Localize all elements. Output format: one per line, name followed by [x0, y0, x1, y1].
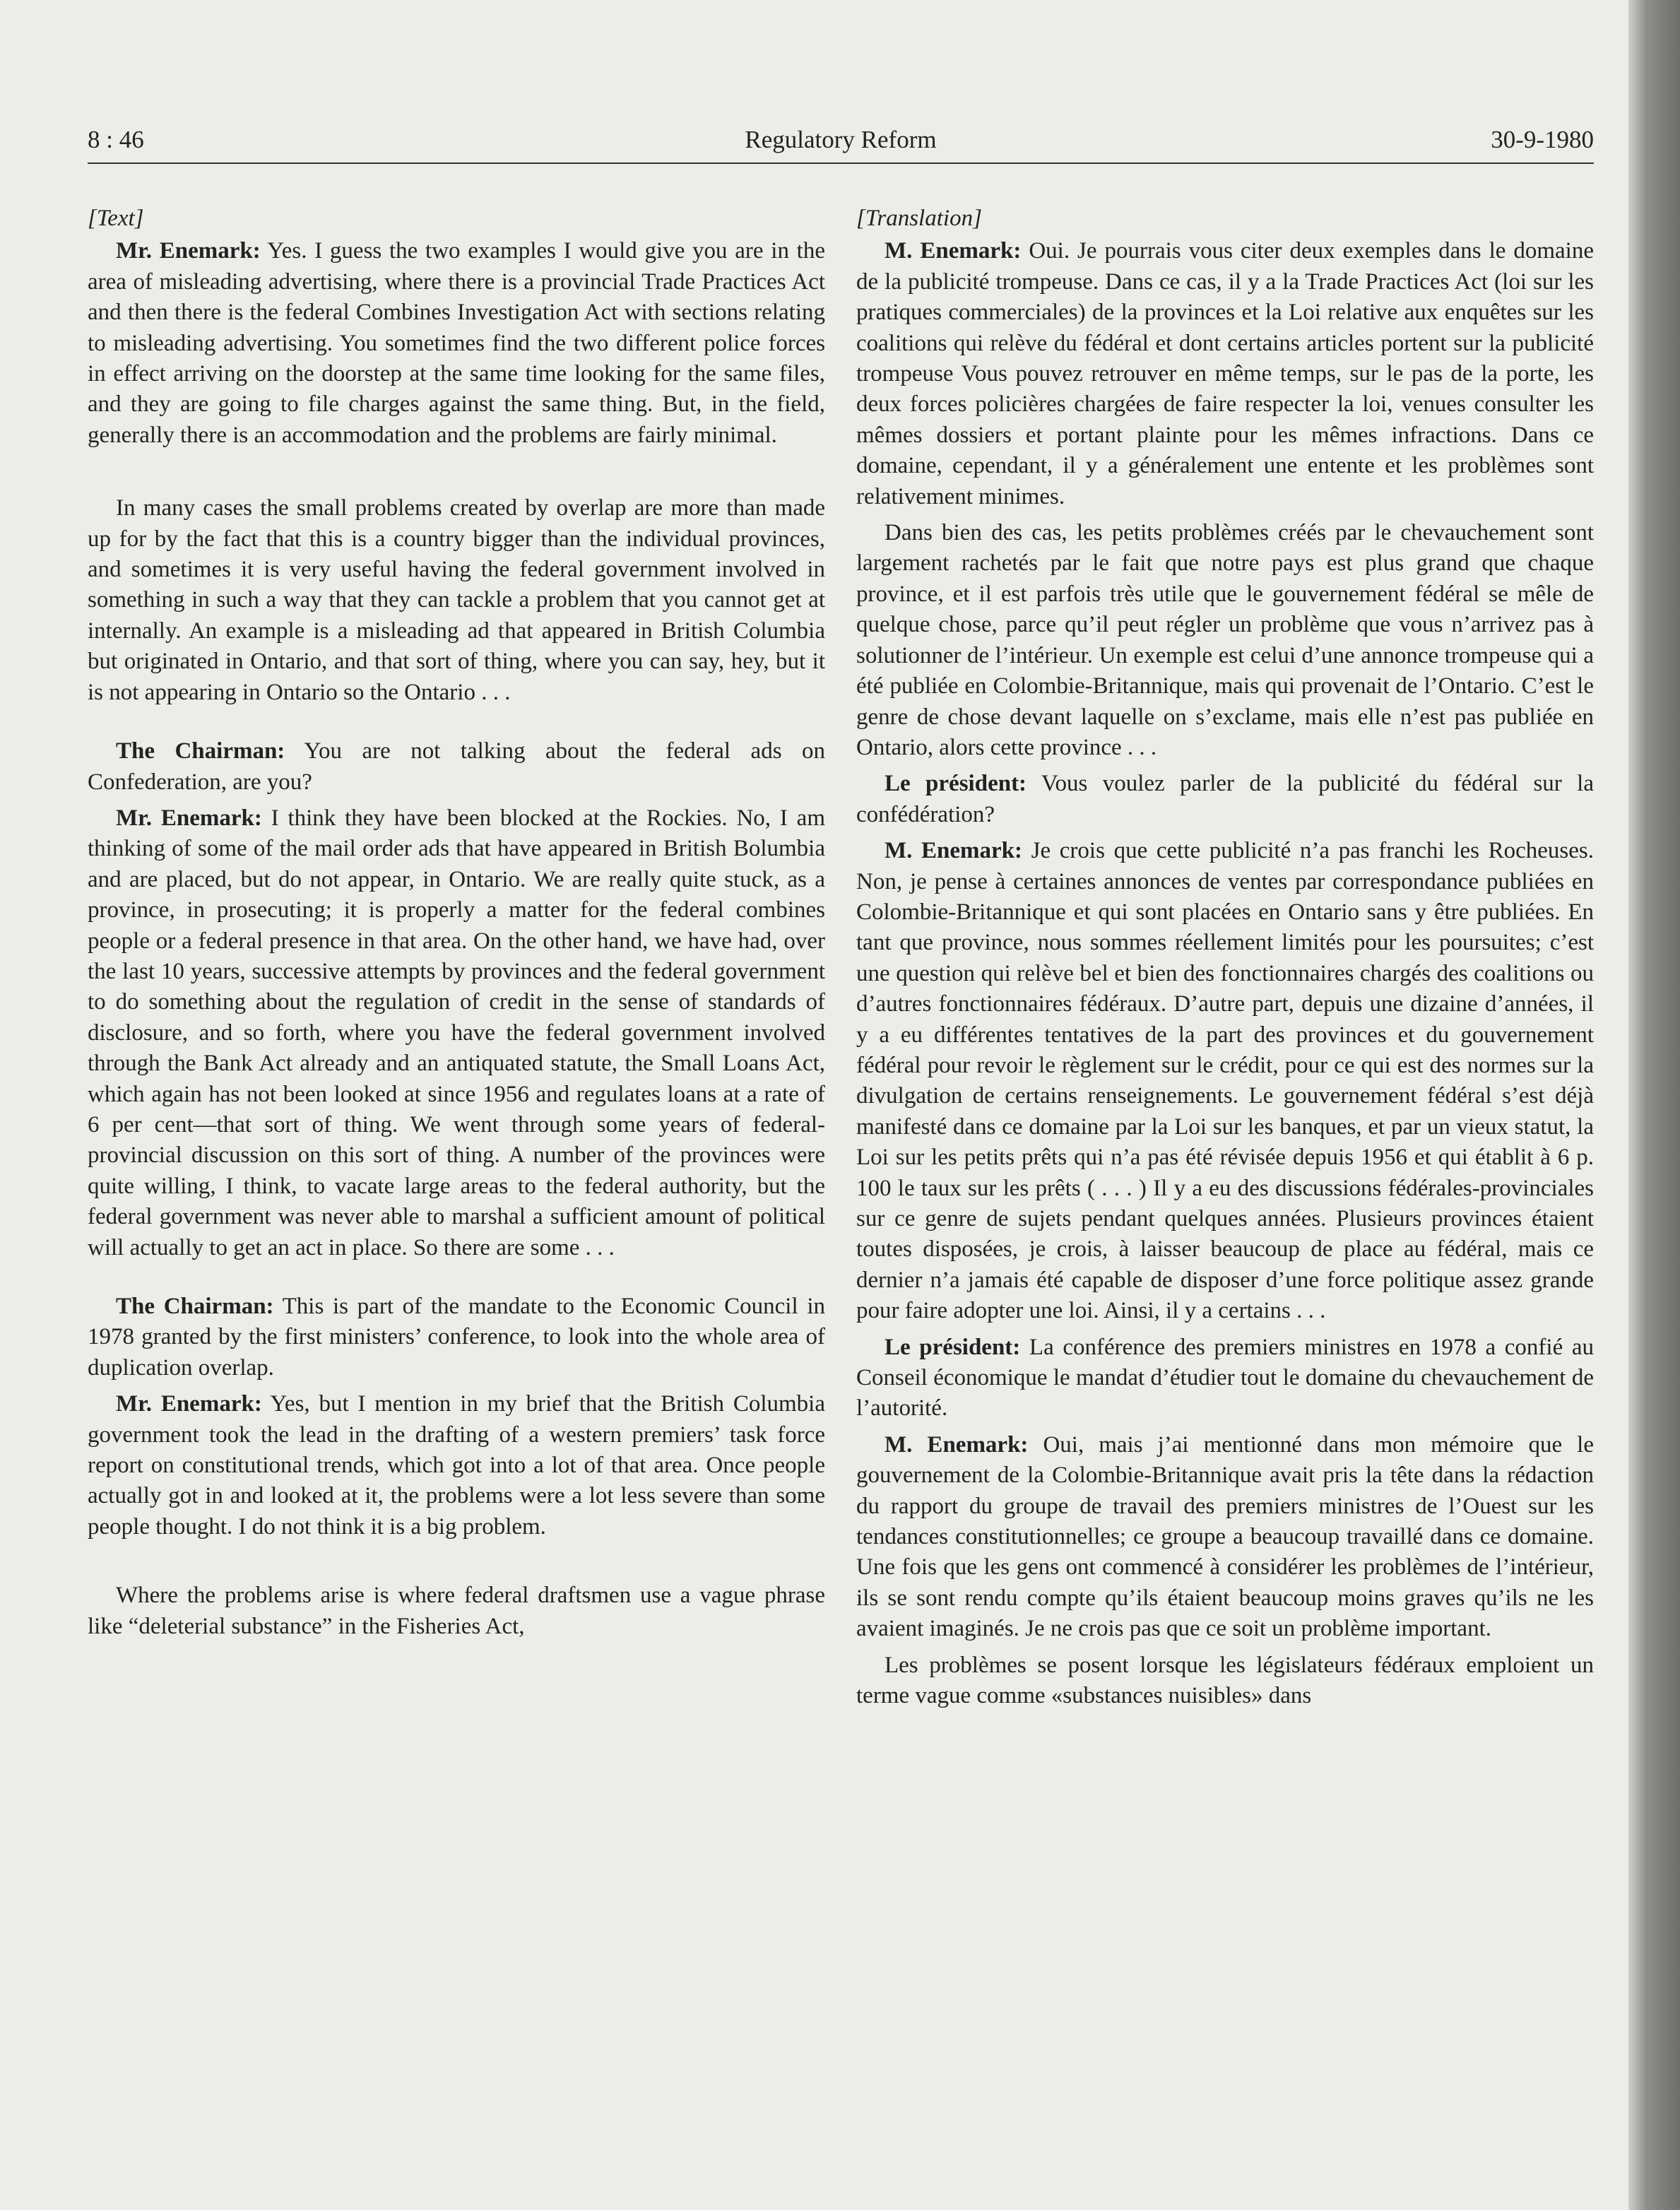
- paragraph: [856, 1430, 1594, 1645]
- speaker: Mr. Enemark:: [116, 1391, 262, 1417]
- speaker: M. Enemark:: [885, 238, 1022, 264]
- paragraph: [856, 518, 1594, 763]
- text-label: [Text]: [88, 206, 144, 231]
- page-number: 8 : 46: [88, 126, 144, 153]
- page-header: [88, 126, 1594, 164]
- speech: I think they have been blocked at the Rockies. No, I am thinking of some of the mail order ads that have appeared in British Bolumbia and are placed, but do not appear, in Ontario. We are really quite stuck, as a province, in prosecuting; it is properly a matter for the federal combines people or a federal presence in that area. On the other hand, we have had, over the last 10 years, successive attempts by provinces and the federal government to do something about the regulation of credit in the sense of standards of disclosure, and so forth, where you have the federal government involved through the Bank Act already and an antiquated statute, the Small Loans Act, which again has not been looked at since 1956 and regulates loans at a rate of 6 per cent—that sort of thing. We went through some years of federal-provincial discussion on this sort of thing. A number of the provinces were quite willing, I think, to vacate large areas to the federal authority, but the federal government was never able to marshal a sufficient amount of political will actually to get an act in place. So there are some . . .: [88, 805, 825, 1260]
- paragraph: [88, 736, 825, 798]
- paragraph: [88, 1580, 825, 1642]
- paragraph: [856, 236, 1594, 512]
- speech: Vous voulez parler de la publicité du fédéral sur la confédération?: [856, 771, 1594, 827]
- speech: Oui. Je pourrais vous citer deux exemples dans le domaine de la publicité trompeuse. Dans ce cas, il y a la Trade Practices Act (loi sur les pratiques commerciales) de la provinces et la Loi relative aux enquêtes sur les coalitions qui relève du fédéral et dont certains articles portent sur la publicité trompeuse Vous pouvez retrouver en même temps, sur le pas de la porte, les deux forces policières chargées de faire respecter la loi, venues consulter les mêmes dossiers et portant plainte pour les mêmes infractions. Dans ce domaine, cependant, il y a généralement une entente et les problèmes sont relativement minimes.: [856, 238, 1595, 509]
- speaker: Mr. Enemark:: [116, 238, 261, 264]
- speaker: Le président:: [885, 1334, 1021, 1360]
- paragraph: [856, 836, 1594, 1327]
- paragraph: [88, 803, 825, 1263]
- paragraph: [856, 1332, 1594, 1424]
- speech: Yes, but I mention in my brief that the British Columbia government took the lead in the drafting of a western premiers’ task force report on constitutional trends, which got into a lot of that area. Once people actually got in and looked at it, the problems were a lot less severe than some people thought. I do not think it is a big problem.: [88, 1391, 825, 1540]
- speaker: Le président:: [885, 771, 1027, 797]
- translation-label: [Translation]: [856, 206, 982, 231]
- french-column: [856, 203, 1594, 1718]
- paragraph: [856, 1650, 1594, 1712]
- speech: Les problèmes se posent lorsque les législateurs fédéraux emploient un terme vague comme «substances nuisibles» dans: [856, 1652, 1594, 1709]
- english-column: [88, 203, 825, 1648]
- speech: La conférence des premiers ministres en 1978 a confié au Conseil économique le mandat d’étudier tout le domaine du chevauchement de l’autorité.: [856, 1334, 1594, 1422]
- paragraph: [856, 769, 1594, 830]
- speaker: M. Enemark:: [885, 1431, 1029, 1458]
- speaker: Mr. Enemark:: [116, 805, 262, 831]
- paragraph: [88, 236, 825, 451]
- speech: Oui, mais j’ai mentionné dans mon mémoire que le gouvernement de la Colombie-Britannique avait pris la tête dans la rédaction du rapport du groupe de travail des premiers ministres de l’Ouest sur les tendances constitutionnelles; ce groupe a beaucoup travaillé dans ce domaine. Une fois que les gens ont commencé à considérer les problèmes de l’intérieur, ils se sont rendu compte qu’ils étaient beaucoup moins graves qu’ils ne les avaient imaginés. Je ne crois pas que ce soit un problème important.: [856, 1431, 1594, 1642]
- running-title: Regulatory Reform: [745, 126, 937, 153]
- speech: Where the problems arise is where federal draftsmen use a vague phrase like “deleterial substance” in the Fisheries Act,: [88, 1583, 825, 1639]
- paragraph: [88, 1389, 825, 1542]
- speaker: The Chairman:: [116, 738, 285, 764]
- speech: Yes. I guess the two examples I would give you are in the area of misleading advertising, where there is a provincial Trade Practices Act and then there is the federal Combines Investigation Act with sections relating to misleading advertising. You sometimes find the two different police forces in effect arriving on the doorstep at the same time looking for the same files, and they are going to file charges against the same thing. But, in the field, generally there is an accommodation and the problems are fairly minimal.: [88, 238, 825, 448]
- speech: This is part of the mandate to the Economic Council in 1978 granted by the first ministers’ conference, to look into the whole area of duplication overlap.: [88, 1294, 825, 1381]
- paragraph: [88, 493, 825, 708]
- speech: Dans bien des cas, les petits problèmes créés par le chevauchement sont largement rachetés par le fait que notre pays est plus grand que chaque province, et il est parfois très utile que le gouvernement fédéral se mêle de quelque chose, parce qu’il peut régler un problème que vous n’arrivez pas à solutionner de l’intérieur. Un exemple est celui d’une annonce trompeuse qui a été publiée en Colombie-Britannique, mais qui provenait de l’Ontario. C’est le genre de chose devant laquelle on s’exclame, mais elle n’est pas publiée en Ontario, alors cette province . . .: [856, 520, 1594, 760]
- page-edge-shadow: [1628, 0, 1680, 2210]
- speaker: M. Enemark:: [885, 838, 1023, 864]
- speech: Je crois que cette publicité n’a pas franchi les Rocheuses. Non, je pense à certaines annonces de ventes par correspondance publiées en Colombie-Britannique et qui sont placées en Ontario sans y être publiées. En tant que province, nous sommes réellement limités pour les poursuites; c’est une question qui relève bel et bien des fonctionnaires chargés des coalitions ou d’autres fonctionnaires fédéraux. D’autre part, depuis une dizaine d’années, il y a eu différentes tentatives de la part des provinces et du gouvernement fédéral pour revoir le règlement sur le crédit, pour ce qui est des normes sur la divulgation de certains renseignements. Le gouvernement fédéral s’est déjà manifesté dans ce domaine par la Loi sur les banques, et par un vieux statut, la Loi sur les petits prêts qui n’a pas été révisée depuis 1956 et qui établit à 6 p. 100 le taux sur les prêts ( . . . ) Il y a eu des discussions fédérales-provinciales sur ce genre de sujets pendant quelques années. Plusieurs provinces étaient toutes disposées, je crois, à laisser beaucoup de place au fédéral, mais ce dernier n’a jamais été capable de disposer d’une force politique assez grande pour faire adopter une loi. Ainsi, il y a certains . . .: [856, 838, 1595, 1324]
- speaker: The Chairman:: [116, 1294, 274, 1319]
- speech: In many cases the small problems created by overlap are more than made up for by the fact that this is a country bigger than the individual provinces, and sometimes it is very useful having the federal government involved in something in such a way that they can tackle a problem that you cannot get at internally. An example is a misleading ad that appeared in British Columbia but originated in Ontario, and that sort of thing, where you can say, hey, but it is not appearing in Ontario so the Ontario . . .: [88, 495, 825, 705]
- paragraph: [88, 1292, 825, 1383]
- meeting-date: 30-9-1980: [1491, 126, 1594, 153]
- speech: You are not talking about the federal ads on Confederation, are you?: [88, 738, 825, 795]
